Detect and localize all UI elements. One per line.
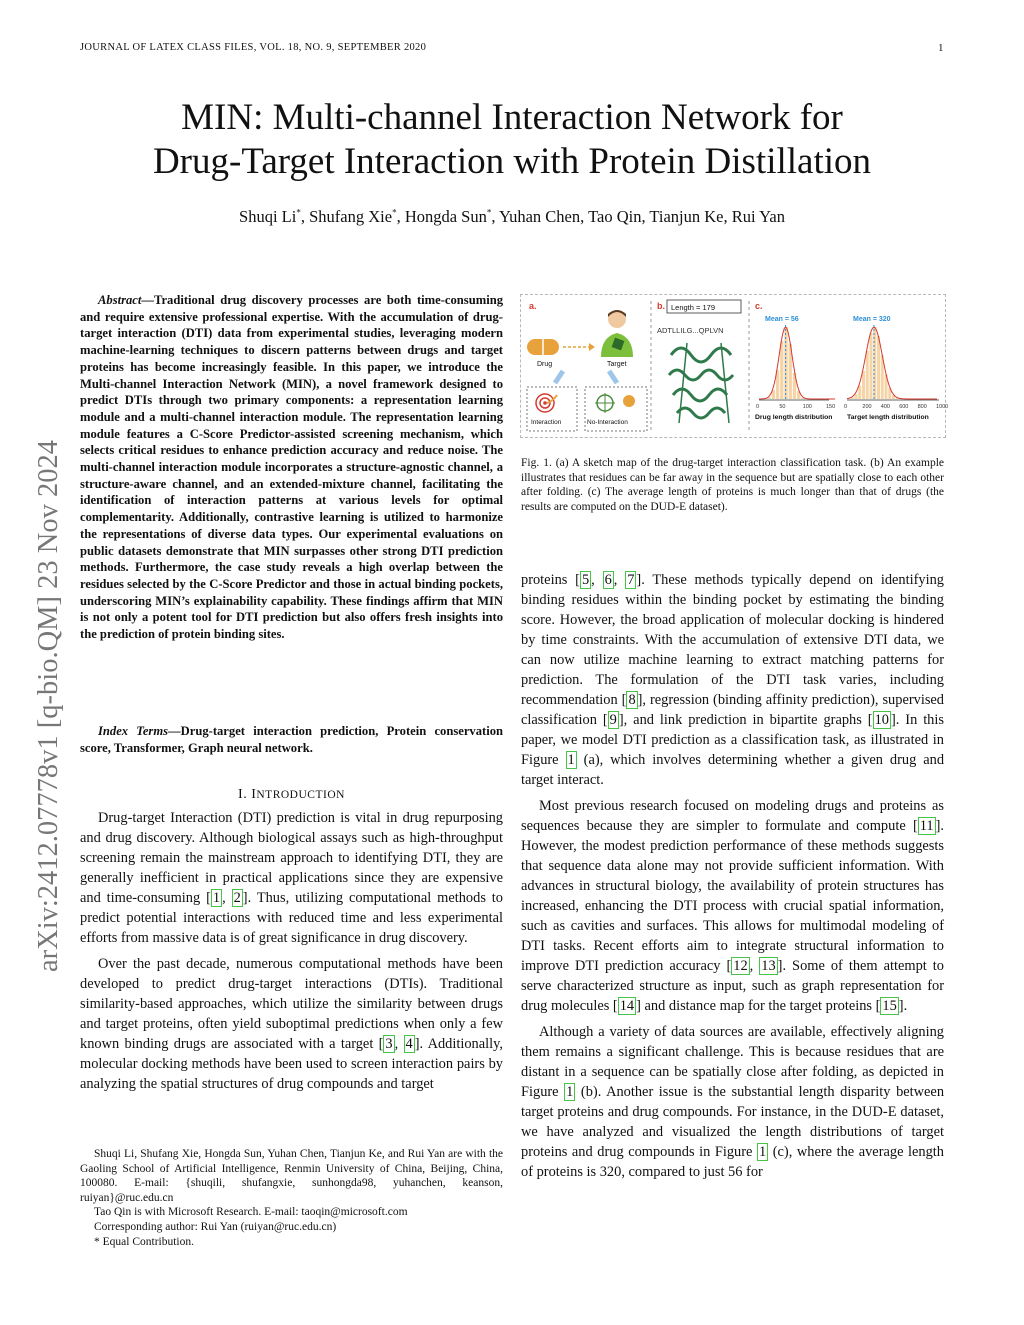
paragraph: proteins [ 5 , 6 , 7 ]. These methods typically depend on identifying binding residues within the binding pocket by estimating the binding score. However, the broad application of molecular docking is hindered by time constraints. With the accumulation of extensive DTI data, we can now utilize machine learning to extract matching patterns for prediction. The formulation of the DTI task varies, including recommendation [ 8 ], regression (binding affinity prediction), supervised classification [ 9 ], and link prediction in bipartite graphs [ 10 ]. In this paper, we model DTI prediction as a classification task, as illustrated in Figure 1 (a), which involves determining whether a given drug and target interact. — [521, 572, 945, 788]
text-run: ]. Some of them attempt to serve characterized structure as input, such as graph representation for drug molecules [ — [521, 958, 945, 1014]
text-run: ], regression (binding affinity prediction), supervised classification [ — [521, 692, 944, 728]
footnote-corresponding: Corresponding author: Rui Yan (ruiyan@ruc.edu.cn) — [94, 1220, 337, 1233]
text-run: Most previous research focused on modeling drugs and proteins as sequences because they are simpler to formulate and compute [ — [521, 798, 944, 834]
index-terms-label: Index Terms — [98, 724, 169, 738]
drug-mean-label: Mean = 56 — [765, 316, 799, 323]
sequence-label: ADTLLILG...QPLVN — [657, 326, 724, 335]
text-run: proteins [ — [521, 572, 580, 588]
figure-link[interactable]: 1 — [567, 752, 575, 768]
density-curve — [759, 327, 835, 399]
split-arrows-icon — [555, 371, 617, 383]
drug-axis — [756, 400, 835, 410]
text-run: Although a variety of data sources are available, effectively aligning them remains a significant challenge. This is because residues that are distant in a sequence can be spatially close after folding, as depicted in Figure — [521, 1024, 944, 1100]
footnote-equal: * Equal Contribution. — [94, 1235, 194, 1248]
tick-label: 800 — [917, 404, 927, 410]
tick-label: 50 — [779, 404, 786, 410]
citation-link[interactable]: 2 — [233, 890, 241, 906]
histogram-bar — [855, 394, 858, 399]
footnote-microsoft: Tao Qin is with Microsoft Research. E-mail: taoqin@microsoft.com — [94, 1206, 408, 1219]
index-terms-text: —Drug-target interaction prediction, Protein conservation score, Transformer, Graph neural network. — [80, 724, 504, 755]
text-run: ]. However, the modest prediction performance of these methods suggests that sequence data alone may not provide sufficient information. With advances in structural biology, the availability of protein structures has increased, enhancing the DTI process with crucial spatial information, such as cavities and surfaces. This allows for multimodal modeling of DTI tasks. Recent efforts aim to integrate structural information to improve DTI prediction accuracy [ — [521, 818, 944, 974]
text-run: Drug-target Interaction (DTI) prediction is vital in drug repurposing and drug discovery. Although biological assays such as high-throughput screening remain the mainstream approach to identifying DTI, they are generally inefficient in practical applications since they are expensive and time-consuming [ — [80, 810, 503, 906]
index-terms — [80, 723, 503, 756]
length-label: Length = 179 — [671, 303, 716, 312]
target-hit-icon — [536, 394, 557, 412]
intro-text — [80, 808, 503, 1094]
right-column-text — [521, 570, 944, 1182]
text-run: ], and link prediction in bipartite graphs [ — [618, 712, 873, 728]
citation-link[interactable]: 5 — [581, 572, 590, 588]
author-1: Shuqi Li — [239, 207, 297, 226]
text-run: (c), where the average length of proteins is 320, compared to just 56 for — [521, 1144, 944, 1180]
histogram-bar — [858, 386, 861, 399]
equal-mark: * — [486, 207, 492, 218]
target-label: Target — [607, 361, 627, 368]
text-run: ] and distance map for the target proteins [ — [636, 998, 881, 1014]
text-run: ]. — [898, 998, 908, 1014]
text-run: Over the past decade, numerous computational methods have been developed to predict drug-target interactions (DTIs). Traditional similarity-based approaches, which utilize the similarity between drugs and target proteins, often yield suboptimal predictions when only a few known binding drugs are associated with a target [ — [80, 956, 503, 1052]
histogram-bar — [780, 341, 783, 399]
target-axis — [844, 400, 948, 410]
paragraph — [521, 1022, 944, 1182]
tick-label: 0 — [756, 404, 760, 410]
running-header: JOURNAL OF LATEX CLASS FILES, VOL. 18, NO. 9, SEPTEMBER 2020 — [80, 42, 427, 53]
tick-label: 1000 — [936, 404, 949, 410]
citation-link[interactable]: 8 — [628, 692, 636, 708]
author-list: Shuqi Li*, Shufang Xie*, Hongda Sun*, Yuhan Chen, Tao Qin, Tianjun Ke, Rui Yan — [239, 207, 785, 226]
section-heading — [80, 787, 503, 803]
drug-length-histogram — [759, 325, 835, 399]
target-person-icon — [601, 310, 633, 357]
paper-title — [60, 96, 964, 184]
tick-label: 100 — [802, 404, 812, 410]
figure-link[interactable]: 1 — [566, 1084, 574, 1100]
no-interaction-label: No-Interaction — [587, 419, 628, 426]
histogram-bar — [862, 371, 865, 399]
citation-link[interactable]: 3 — [385, 1036, 393, 1052]
figure-1-graphic — [521, 295, 949, 437]
title-line-2: Drug-Target Interaction with Protein Distillation — [152, 141, 872, 182]
citation-link[interactable]: 9 — [609, 712, 617, 728]
paragraph: Drug-target Interaction (DTI) prediction is vital in drug repurposing and drug discovery. Although biological assays such as high-throughput screening remain the mainstream approach to identifying DTI, they are generally inefficient in practical applications since they are expensive and time-consuming [ 1 , 2 ]. Thus, utilizing computational methods to predict potential interactions with reduced time and less experimental efforts from massive data is of great significance in drug discovery. — [80, 810, 504, 946]
citation-link[interactable]: 6 — [604, 572, 612, 588]
target-mean-label: Mean = 320 — [853, 316, 891, 323]
abstract — [80, 292, 503, 643]
figure-link[interactable]: 1 — [758, 1144, 767, 1160]
arxiv-stamp: arXiv:2412.07778v1 [q-bio.QM] 23 Nov 2024 — [33, 440, 64, 972]
histogram-bar — [870, 333, 873, 399]
citation-link[interactable]: 10 — [874, 712, 889, 728]
author-2: Shufang Xie — [309, 207, 393, 226]
interaction-label: Interaction — [531, 419, 562, 426]
abstract-label: Abstract — [98, 293, 142, 307]
panel-a-label: a. — [529, 301, 537, 311]
citation-link[interactable]: 12 — [733, 958, 748, 974]
target-dist-label: Target length distribution — [847, 414, 929, 421]
author-3: Hongda Sun — [404, 207, 487, 226]
target-miss-icon — [595, 393, 635, 413]
citation-link[interactable]: 11 — [919, 818, 934, 834]
text-run: ]. These methods typically depend on identifying binding residues within the binding pocket by estimating the binding score. However, the broad application of molecular docking is hindered by time constraints. With the accumulation of extensive DTI data, we can now utilize machine learning to extract matching patterns for prediction. The formulation of the DTI task varies, including recommendation [ — [521, 572, 944, 708]
histogram-bar — [877, 336, 880, 399]
tick-label: 150 — [826, 404, 836, 410]
text-run: (a), which involves determining whether a given drug and target interact. — [521, 752, 945, 788]
arrow-icon — [563, 343, 595, 351]
protein-structure-icon — [669, 343, 733, 423]
tick-label: 200 — [862, 404, 872, 410]
page-number: 1 — [938, 42, 944, 54]
text-run: (b). Another issue is the substantial length disparity between target proteins and drug compounds. For instance, in the DUD-E dataset, we have analyzed and visualized the length distributions of target proteins and drug compounds in Figure — [521, 1084, 945, 1160]
figure-caption: Fig. 1. (a) A sketch map of the drug-target interaction classification task. (b) An example illustrates that residues can be far away in the sequence but are spatially close to each other after folding. (c) The average length of proteins is much longer than that of drugs (the results are computed on the DUD-E dataset). — [521, 457, 944, 513]
text-run: ]. In this paper, we model DTI prediction as a classification task, as illustrated in Figure — [521, 712, 944, 768]
paragraph: Most previous research focused on modeling drugs and proteins as sequences because they are simpler to formulate and compute [ 11 ]. However, the modest prediction performance of these methods suggests that sequence data alone may not provide sufficient information. With advances in structural biology, the availability of protein structures has increased, enhancing the DTI process with crucial spatial information, such as cavities and surfaces. This allows for multimodal modeling of DTI tasks. Recent efforts aim to integrate structural information to improve DTI prediction accuracy [ 12 , 13 ]. Some of them attempt to serve characterized structure as input, such as graph representation for drug molecules [ 14 ] and distance map for the target proteins [ 15 ]. — [521, 798, 945, 1014]
tick-label: 0 — [844, 404, 848, 410]
title-line-1: MIN: Multi-channel Interaction Network for — [181, 97, 843, 138]
citation-link[interactable]: 7 — [627, 572, 635, 588]
histogram-bar — [866, 351, 869, 399]
tick-label: 400 — [880, 404, 890, 410]
abstract-text: —Traditional drug discovery processes are both time-consuming and require extensive professional expertise. With the accumulation of drug-target interaction (DTI) data from experimental studies, leveraging modern machine-learning techniques to discern patterns between drugs and target proteins has become increasingly feasible. In this paper, we introduce the Multi-channel Interaction Network (MIN), a novel framework designed to predict DTIs through two primary components: a representation learning module and a multi-channel interaction module. The representation learning module features a C-Score Predictor-assisted screening mechanism, which selects critical residues to enhance prediction accuracy and reduce noise. The multi-channel interaction module incorporates a structure-agnostic channel, a structure-aware channel, and an extended-mixture channel, facilitating the identification of interaction patterns at various levels for optimal complementarity. Additionally, contrastive learning is utilized to harmonize the representations of diverse data types. Our experimental evaluations on public datasets demonstrate that MIN surpasses other strong DTI prediction methods. Furthermore, the case study reveals a high overlap between the residues selected by the C-Score Predictor and those in actual binding pockets, underscoring MIN’s explainability capability. These findings affirm that MIN is not only a potent tool for DTI prediction but also offers fresh insights into the prediction of protein binding sites. — [80, 293, 503, 642]
footnote-affiliation: Shuqi Li, Shufang Xie, Hongda Sun, Yuhan Chen, Tianjun Ke, and Rui Yan are with the Gaoling School of Artificial Intelligence, Renmin University of China, Beijing, China, 100080. E-mail: {shuqili, shufangxie, sunhongda98, yuhanchen, keanson, ruiyan}@ruc.edu.cn — [80, 1148, 503, 1204]
equal-mark: * — [296, 207, 301, 218]
equal-mark: * — [392, 207, 397, 218]
text-run: ]. Additionally, molecular docking methods have been used to screen interaction pairs by analyzing the spatial structures of drug compounds and target — [80, 1036, 503, 1092]
other-authors: Yuhan Chen, Tao Qin, Tianjun Ke, Rui Yan — [499, 207, 785, 226]
target-length-histogram — [847, 325, 937, 399]
section-name: NTRODUCTION — [256, 789, 345, 801]
figure-1 — [520, 294, 949, 438]
tick-label: 600 — [899, 404, 909, 410]
citation-link[interactable]: 1 — [212, 890, 221, 906]
drug-label: Drug — [537, 361, 553, 368]
citation-link[interactable]: 14 — [619, 998, 635, 1014]
citation-link[interactable]: 13 — [761, 958, 776, 974]
drug-icon — [527, 339, 559, 355]
drug-dist-label: Drug length distribution — [755, 414, 833, 421]
citation-link[interactable]: 4 — [405, 1036, 413, 1052]
citation-link[interactable]: 15 — [882, 998, 897, 1014]
footnote — [80, 1147, 503, 1249]
paragraph: Over the past decade, numerous computational methods have been developed to predict drug-target interactions (DTIs). Traditional similarity-based approaches, which utilize the similarity between drugs and target proteins, often yield suboptimal predictions when only a few known binding drugs are associated with a target [ 3 , 4 ]. Additionally, molecular docking methods have been used to screen interaction pairs by analyzing the spatial structures of drug compounds and target — [80, 956, 503, 1092]
text-run: ]. Thus, utilizing computational methods to predict potential interactions with reduced time and less experimental efforts from massive data is of great significance in drug discovery. — [80, 890, 504, 946]
panel-c-label: c. — [755, 301, 763, 311]
panel-b-label: b. — [657, 301, 665, 311]
section-number: I. I — [238, 787, 257, 802]
